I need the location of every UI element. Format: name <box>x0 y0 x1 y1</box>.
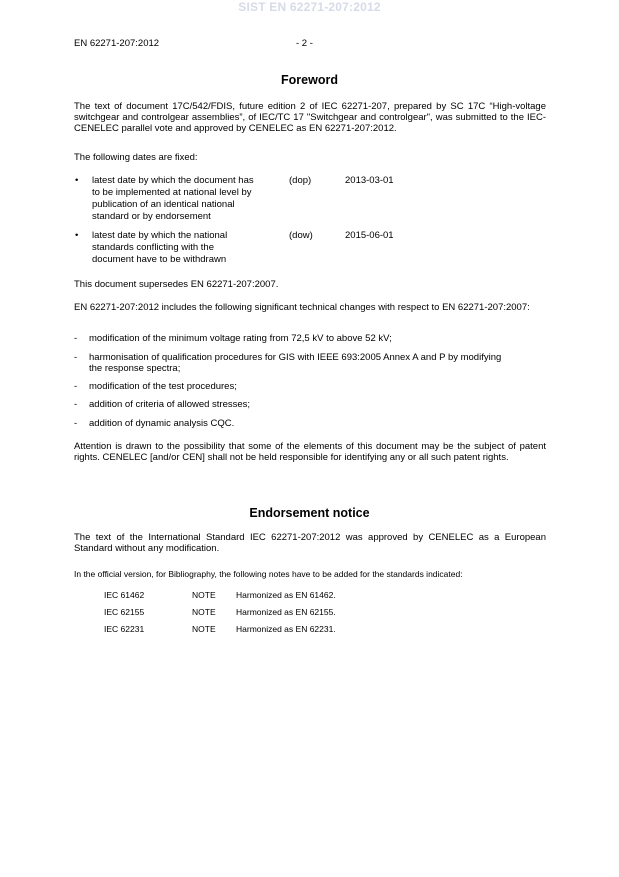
date-item-line: publication of an identical national <box>92 199 235 210</box>
foreword-title: Foreword <box>281 73 338 87</box>
note-standard: IEC 61462 <box>104 590 145 600</box>
dash-icon: - <box>74 352 78 363</box>
watermark: SIST EN 62271-207:2012 <box>238 0 381 14</box>
endorsement-text: The text of the International Standard IEC 62271-207:2012 was approved by CENELEC as a European Standard without any modification. <box>74 532 546 554</box>
header-page-number: - 2 - <box>296 38 313 49</box>
header-doc-id: EN 62271-207:2012 <box>74 38 160 49</box>
change-item: modification of the test procedures; <box>89 381 237 392</box>
date-item-line: document have to be withdrawn <box>92 254 227 265</box>
date-code: (dop) <box>289 175 312 186</box>
date-value: 2015-06-01 <box>345 230 394 241</box>
dash-icon: - <box>74 381 78 392</box>
dates-intro: The following dates are fixed: <box>74 152 198 163</box>
bibliography-intro: In the official version, for Bibliography, the following notes have to be added for the standards indicated: <box>74 569 463 579</box>
date-code: (dow) <box>289 230 313 241</box>
note-label: NOTE <box>192 590 216 600</box>
endorsement-title: Endorsement notice <box>249 506 370 520</box>
change-item: harmonisation of qualification procedures for GIS with IEEE 693:2005 Annex A and P by modifying <box>89 352 502 363</box>
date-item-line: standard or by endorsement <box>92 211 211 222</box>
bullet-icon: • <box>75 175 79 186</box>
date-item-line: standards conflicting with the <box>92 242 214 253</box>
note-label: NOTE <box>192 607 216 617</box>
changes-intro: EN 62271-207:2012 includes the following significant technical changes with respect to EN 62271-207:2007: <box>74 302 530 313</box>
date-item-line: latest date by which the national <box>92 230 228 241</box>
note-standard: IEC 62155 <box>104 607 145 617</box>
note-standard: IEC 62231 <box>104 624 145 634</box>
change-item: the response spectra; <box>89 363 181 374</box>
note-text: Harmonized as EN 62155. <box>236 607 336 617</box>
date-value: 2013-03-01 <box>345 175 394 186</box>
dash-icon: - <box>74 418 78 429</box>
dash-icon: - <box>74 333 78 344</box>
foreword-intro: The text of document 17C/542/FDIS, future edition 2 of IEC 62271-207, prepared by SC 17C “High-voltage switchgear and controlgear assemblies”, of IEC/TC 17 "Switchgear and controlgear", was submitted to the IEC-CENELEC parallel vote and approved by CENELEC as EN 62271-207:2012. <box>74 101 546 134</box>
change-item: addition of dynamic analysis CQC. <box>89 418 235 429</box>
bullet-icon: • <box>75 230 79 241</box>
note-label: NOTE <box>192 624 216 634</box>
note-text: Harmonized as EN 61462. <box>236 590 336 600</box>
change-item: modification of the minimum voltage rating from 72,5 kV to above 52 kV; <box>89 333 392 344</box>
patent-notice: Attention is drawn to the possibility that some of the elements of this document may be the subject of patent rights. CENELEC [and/or CEN] shall not be held responsible for identifying any or all such patent rights. <box>74 441 546 463</box>
supersedes-text: This document supersedes EN 62271-207:2007. <box>74 279 279 290</box>
dash-icon: - <box>74 399 78 410</box>
date-item-line: to be implemented at national level by <box>92 187 252 198</box>
change-item: addition of criteria of allowed stresses; <box>89 399 251 410</box>
date-item-line: latest date by which the document has <box>92 175 254 186</box>
note-text: Harmonized as EN 62231. <box>236 624 336 634</box>
